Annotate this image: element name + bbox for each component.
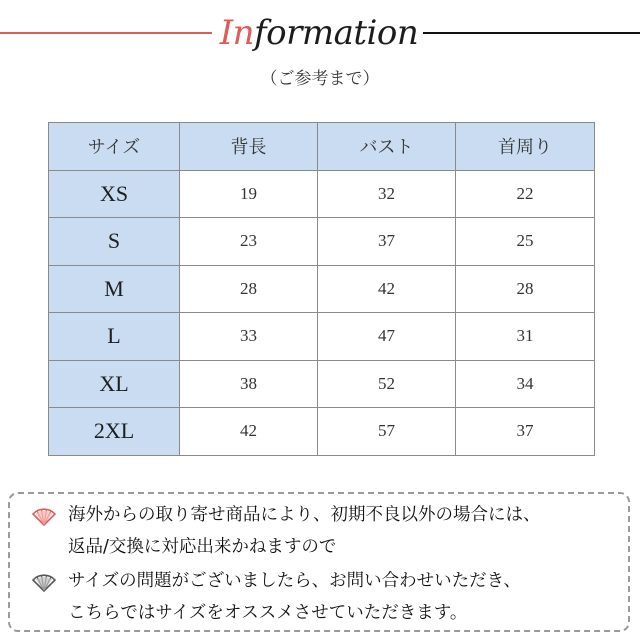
size-cell: S <box>49 218 180 266</box>
bust-cell: 42 <box>318 265 456 313</box>
size-table <box>48 122 595 456</box>
bust-cell: 32 <box>318 170 456 218</box>
bust-cell: 47 <box>318 313 456 361</box>
bust-cell: 57 <box>318 408 456 456</box>
neck-cell: 31 <box>456 313 595 361</box>
size-cell: XL <box>49 360 180 408</box>
notice-line-3: サイズの問題がございましたら、お問い合わせいただき、 <box>68 571 521 591</box>
size-cell: XS <box>49 170 180 218</box>
header-rule-left <box>0 32 212 34</box>
bust-cell: 37 <box>318 218 456 266</box>
neck-cell: 34 <box>456 360 595 408</box>
page-title <box>214 8 424 58</box>
header-size: サイズ <box>49 123 180 171</box>
title-rest: formation <box>254 13 419 53</box>
back-cell: 23 <box>180 218 318 266</box>
neck-cell: 22 <box>456 170 595 218</box>
subtitle: （ご参考まで） <box>260 69 380 89</box>
back-cell: 19 <box>180 170 318 218</box>
size-cell: 2XL <box>49 408 180 456</box>
table-row <box>49 218 595 266</box>
header-rule-right <box>423 32 640 34</box>
back-cell: 33 <box>180 313 318 361</box>
back-cell: 38 <box>180 360 318 408</box>
fan-icon <box>32 574 56 592</box>
title-accent: In <box>219 13 255 53</box>
back-cell: 28 <box>180 265 318 313</box>
table-header-row <box>49 123 595 171</box>
size-cell: M <box>49 265 180 313</box>
size-cell: L <box>49 313 180 361</box>
notice-line-2: 返品/交換に対応出来かねますので <box>68 537 337 557</box>
notice-line-4: こちらではサイズをオススメさせていただきます。 <box>68 603 468 623</box>
bust-cell: 52 <box>318 360 456 408</box>
neck-cell: 25 <box>456 218 595 266</box>
header-bust: バスト <box>318 123 456 171</box>
header-neck: 首周り <box>456 123 595 171</box>
table-row <box>49 170 595 218</box>
back-cell: 42 <box>180 408 318 456</box>
fan-icon <box>32 508 56 526</box>
table-row <box>49 360 595 408</box>
neck-cell: 37 <box>456 408 595 456</box>
table-row <box>49 313 595 361</box>
header-back-length: 背長 <box>180 123 318 171</box>
notice-line-1: 海外からの取り寄せ商品により、初期不良以外の場合には、 <box>68 505 541 525</box>
header <box>0 0 640 100</box>
notice-box <box>8 492 630 632</box>
table-row <box>49 265 595 313</box>
neck-cell: 28 <box>456 265 595 313</box>
table-row <box>49 408 595 456</box>
